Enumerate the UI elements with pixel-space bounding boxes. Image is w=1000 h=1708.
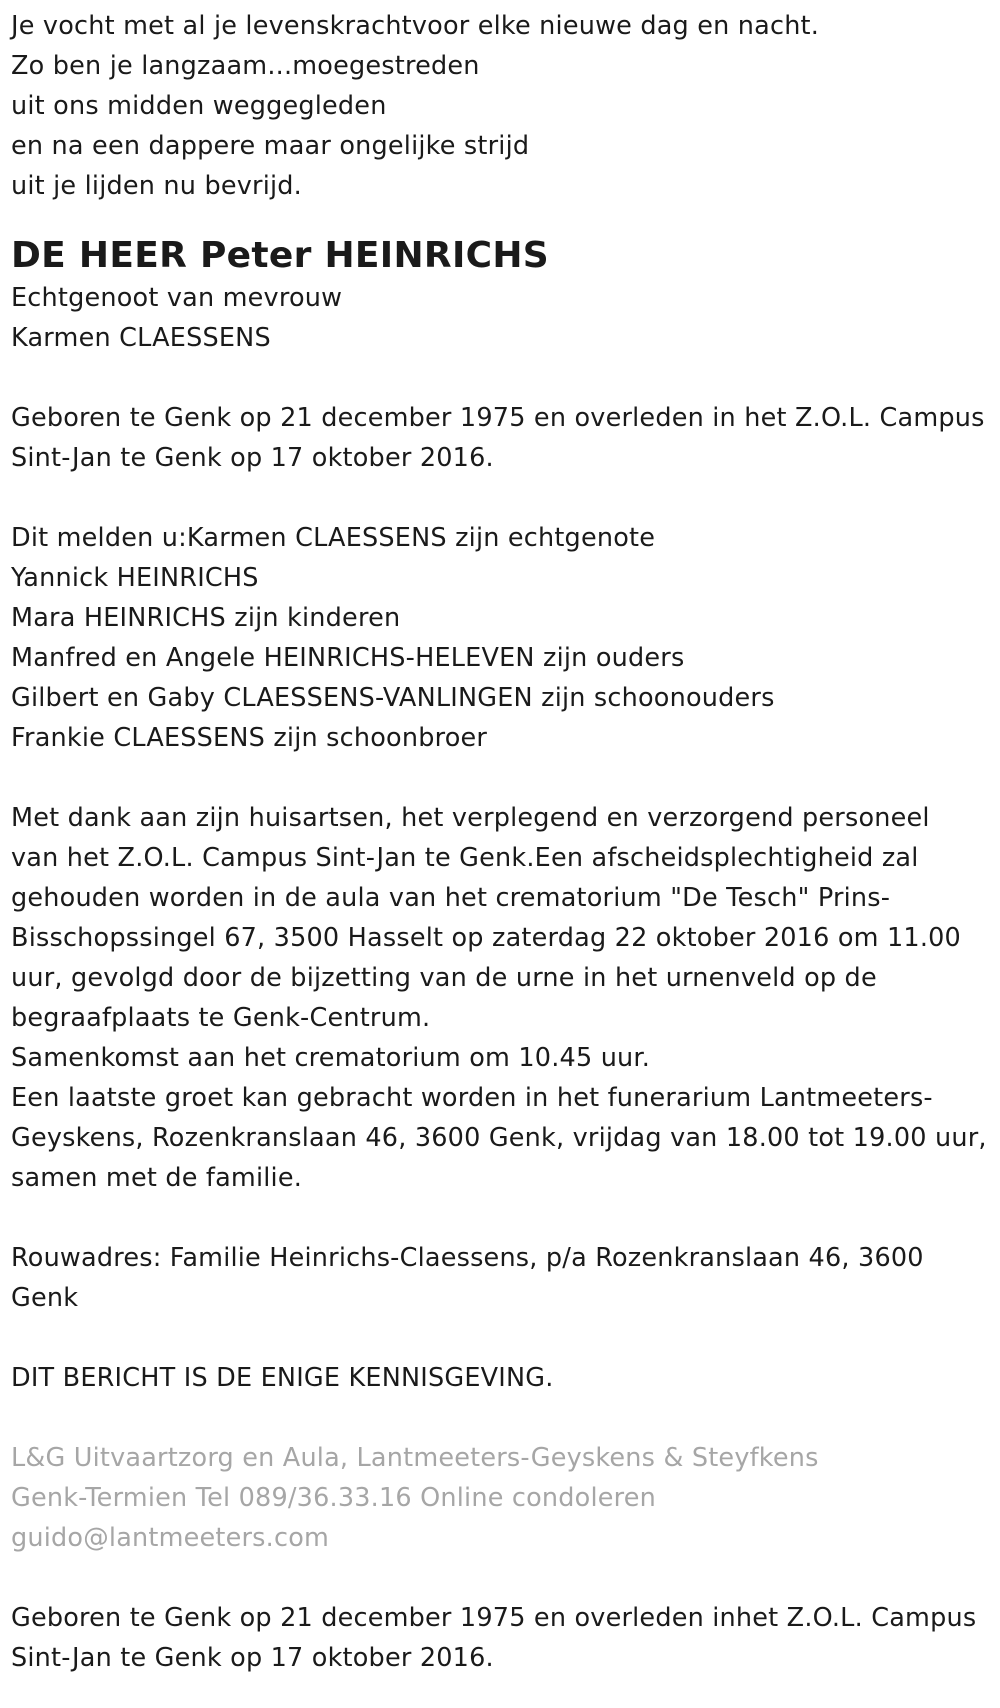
undertaker-email[interactable]: guido@lantmeeters.com (11, 1523, 330, 1553)
ceremony-line: uur, gevolgd door de bijzetting van de urne in het urnenveld op de (11, 963, 877, 993)
family-line: Manfred en Angele HEINRICHS-HELEVEN zijn ouders (11, 643, 685, 673)
spacer (11, 1558, 1000, 1598)
ceremony-line: Geyskens, Rozenkranslaan 46, 3600 Genk, vrijdag van 18.00 tot 19.00 uur, (11, 1123, 987, 1153)
poem (11, 6, 1000, 206)
spouse-line: Echtgenoot van mevrouw (11, 283, 343, 313)
family-line: Mara HEINRICHS zijn kinderen (11, 603, 401, 633)
notice (11, 1358, 1000, 1398)
poem-line: Je vocht met al je levenskrachtvoor elke nieuwe dag en nacht. (11, 11, 820, 41)
spacer (11, 478, 1000, 518)
family-line: Frankie CLAESSENS zijn schoonbroer (11, 723, 488, 753)
birth-death-line: Geboren te Genk op 21 december 1975 en overleden inhet Z.O.L. Campus (11, 1603, 977, 1633)
undertaker-line: L&G Uitvaartzorg en Aula, Lantmeeters-Geyskens & Steyfkens (11, 1443, 819, 1473)
ceremony-line: gehouden worden in de aula van het crematorium "De Tesch" Prins- (11, 883, 891, 913)
spouse-info (11, 278, 1000, 358)
spacer (11, 1198, 1000, 1238)
spacer (11, 758, 1000, 798)
poem-line: Zo ben je langzaam...moegestreden (11, 51, 480, 81)
deceased-name-title: DE HEER Peter HEINRICHS (11, 235, 550, 276)
address-line: Genk (11, 1283, 79, 1313)
family-list (11, 518, 1000, 758)
undertaker-line: Genk-Termien Tel 089/36.33.16 Online condoleren (11, 1483, 657, 1513)
birth-death-repeat (11, 1598, 1000, 1678)
ceremony-line: van het Z.O.L. Campus Sint-Jan te Genk.Een afscheidsplechtigheid zal (11, 843, 919, 873)
ceremony-line: Samenkomst aan het crematorium om 10.45 uur. (11, 1043, 651, 1073)
spacer (11, 358, 1000, 398)
spouse-line: Karmen CLAESSENS (11, 323, 271, 353)
ceremony-line: begraafplaats te Genk-Centrum. (11, 1003, 431, 1033)
birth-death-line: Sint-Jan te Genk op 17 oktober 2016. (11, 1643, 494, 1673)
ceremony-info (11, 798, 1000, 1198)
spacer (11, 1398, 1000, 1438)
family-line: Gilbert en Gaby CLAESSENS-VANLINGEN zijn schoonouders (11, 683, 775, 713)
ceremony-line: Een laatste groet kan gebracht worden in het funerarium Lantmeeters- (11, 1083, 933, 1113)
family-line: Dit melden u:Karmen CLAESSENS zijn echtgenote (11, 523, 656, 553)
notice-line: DIT BERICHT IS DE ENIGE KENNISGEVING. (11, 1363, 554, 1393)
poem-line: uit je lijden nu bevrijd. (11, 171, 302, 201)
birth-death-line: Sint-Jan te Genk op 17 oktober 2016. (11, 443, 494, 473)
poem-line: uit ons midden weggegleden (11, 91, 387, 121)
birth-death-info (11, 398, 1000, 478)
mourning-address (11, 1238, 1000, 1318)
ceremony-line: Bisschopssingel 67, 3500 Hasselt op zaterdag 22 oktober 2016 om 11.00 (11, 923, 961, 953)
family-line: Yannick HEINRICHS (11, 563, 259, 593)
birth-death-line: Geboren te Genk op 21 december 1975 en overleden in het Z.O.L. Campus (11, 403, 985, 433)
undertaker-info (11, 1438, 1000, 1558)
poem-line: en na een dappere maar ongelijke strijd (11, 131, 530, 161)
address-line: Rouwadres: Familie Heinrichs-Claessens, p/a Rozenkranslaan 46, 3600 (11, 1243, 924, 1273)
ceremony-line: samen met de familie. (11, 1163, 303, 1193)
ceremony-line: Met dank aan zijn huisartsen, het verplegend en verzorgend personeel (11, 803, 930, 833)
spacer (11, 1318, 1000, 1358)
